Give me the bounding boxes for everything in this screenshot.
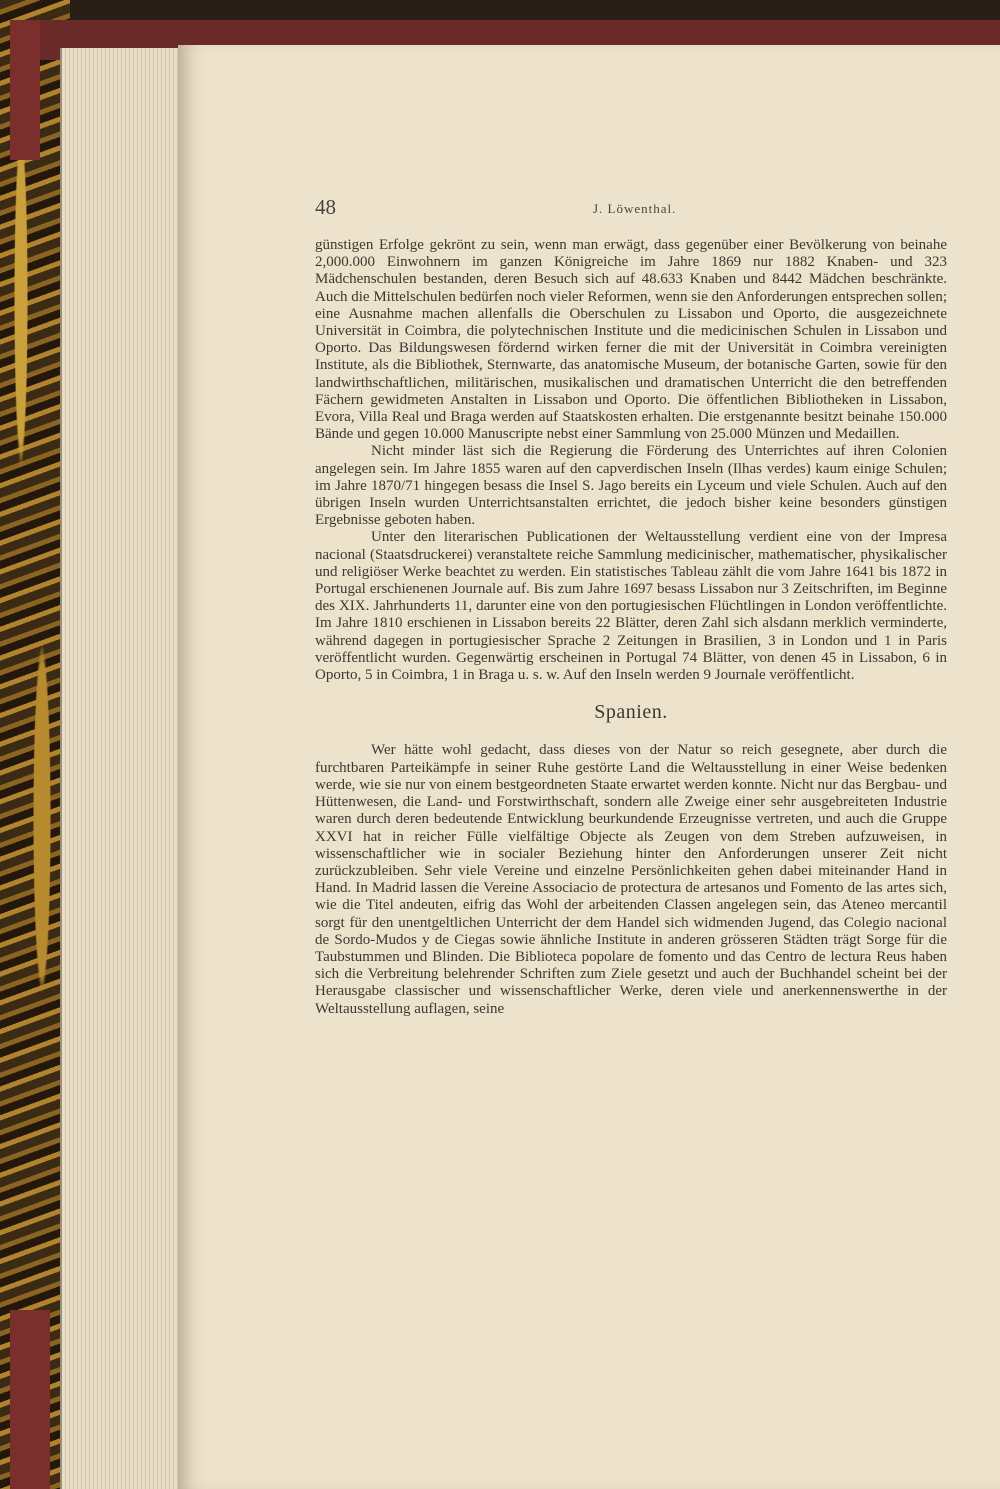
running-head: J. Löwenthal. (593, 201, 677, 216)
paragraph: günstigen Erfolge gekrönt zu sein, wenn man erwägt, dass gegenüber einer Bevölkerung von beinahe 2,000.000 Einwohnern im ganzen Königreiche im Jahre 1869 nur 1882 Knaben- und 323 Mädchenschulen bestanden, deren Besuch sich auf 48.633 Knaben und 8442 Mädchen beschränkte. Auch die Mittelschulen bedürfen noch vieler Reformen, wenn sie den Anforderungen entsprechen sollen; eine Ausnahme machen allenfalls die Oberschulen zu Lissabon und Oporto, die ausgezeichnete Universität in Coimbra, die polytechnischen Institute und die medicinischen Schulen in Lissabon und Oporto. Das Bildungswesen fördernd wirken ferner die mit der Universität in Coimbra vereinigten Institute, als die Bibliothek, Sternwarte, das anatomische Museum, der botanische Garten, sowie für den landwirthschaftlichen, militärischen, musikalischen und dramatischen Unterricht die den betreffenden Fächern gewidmeten Anstalten in Lissabon und Oporto. Die öffentlichen Bibliotheken in Lissabon, Evora, Villa Real und Braga werden auf Staatskosten erhalten. Die erstgenannte besitzt beinahe 150.000 Bände und gegen 10.000 Manuscripte nebst einer Sammlung von 25.000 Münzen und Medaillen. (315, 237, 947, 443)
body-text (315, 237, 947, 1018)
page-header (315, 195, 955, 225)
paragraph: Wer hätte wohl gedacht, dass dieses von der Natur so reich gesegnete, aber durch die furchtbaren Parteikämpfe in seiner Ruhe gestörte Land die Weltausstellung in einer Weise bedenken werde, wie sie nur von einem bestgeordneten Staate erwartet werden konnte. Nicht nur das Bergbau- und Hüttenwesen, die Land- und Forstwirthschaft, sondern alle Zweige einer sehr ausgebreiteten Industrie waren durch deren bedeutende Entwicklung beurkundende Erzeugnisse vertreten, und auch die Gruppe XXVI hat in reicher Fülle vielfältige Objecte als Zeugen von dem Streben aufzuweisen, in wissenschaftlicher wie in socialer Beziehung hinter den Anforderungen unserer Zeit nicht zurückzubleiben. Sehr viele Vereine und einzelne Persönlichkeiten gehen dabei miteinander Hand in Hand. In Madrid lassen die Vereine Associacio de protectura de artesanos und Fomento de las artes sich, wie die Titel andeuten, eifrig das Wohl der arbeitenden Classen angelegen sein, das Ateneo mercantil sorgt für den unentgeltlichen Unterricht der dem Handel sich widmenden Jugend, das Colegio nacional de Sordo-Mudos y de Ciegas sowie ähnliche Institute in anderen grösseren Städten trägt Sorge für die Taubstummen und Blinden. Die Biblioteca popolare de fomento und das Centro de lectura Reus haben sich die Verbreitung belehrender Schriften zum Ziele gesetzt und auch der Buchhandel scheint bei der Herausgabe classischer und wissenschaftlicher Werke, deren viele und anerkennenswerthe in der Weltausstellung auflagen, seine (315, 742, 947, 1017)
cover-binding-corner (10, 20, 40, 160)
page-edges (60, 48, 187, 1489)
cover-binding-bottom (10, 1310, 50, 1489)
section-heading: Spanien. (594, 701, 668, 724)
page-number: 48 (315, 195, 336, 219)
paragraph: Nicht minder läst sich die Regierung die Förderung des Unterrichtes auf ihren Colonien angelegen sein. Im Jahre 1855 waren auf den capverdischen Inseln (Ilhas verdes) kaum einige Schulen; im Jahre 1870/71 hingegen besass die Insel S. Jago bereits ein Lyceum und viele Schulen. Auch auf den übrigen Inseln wurden Unterrichtsanstalten errichtet, die jedoch bisher keine besonders günstigen Ergebnisse geboten haben. (315, 443, 947, 529)
paragraph: Unter den literarischen Publicationen der Weltausstellung verdient eine von der Impresa nacional (Staatsdruckerei) veranstaltete reiche Sammlung medicinischer, mathematischer, physikalischer und religiöser Werke beachtet zu werden. Ein statistisches Tableau zählt die vom Jahre 1641 bis 1872 in Portugal erschienenen Journale auf. Bis zum Jahre 1697 besass Lissabon nur 3 Zeitschriften, im Beginne des XIX. Jahrhunderts 11, darunter eine von den portugiesischen Flüchtlingen in London veröffentlichte. Im Jahre 1810 erschienen in Lissabon bereits 22 Blätter, deren Zahl sich alsdann merklich verminderte, während dagegen in portugiesischer Sprache 2 Zeitungen in Brasilien, 3 in London und 1 in Paris veröffentlicht wurden. Gegenwärtig erscheinen in Portugal 74 Blätter, von denen 45 in Lissabon, 6 in Oporto, 5 in Coimbra, 1 in Braga u. s. w. Auf den Inseln werden 9 Journale veröffentlicht. (315, 529, 947, 684)
